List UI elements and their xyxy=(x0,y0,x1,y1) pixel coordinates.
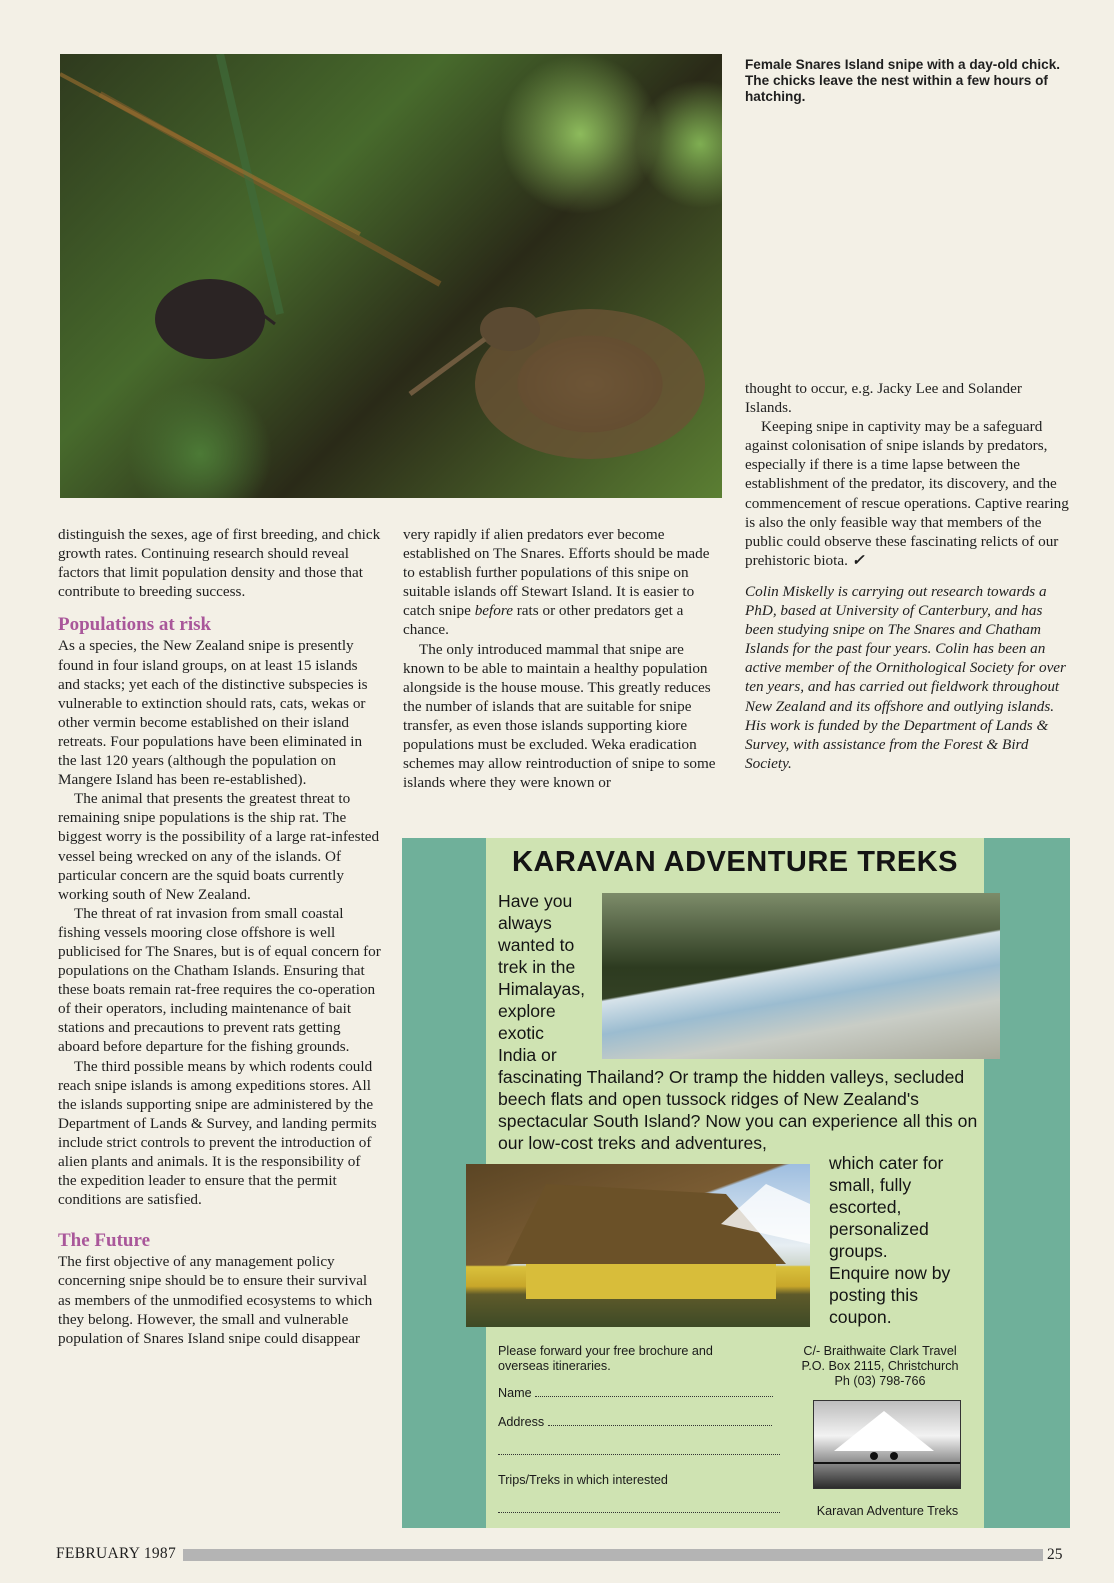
hut-photo xyxy=(466,1164,810,1327)
page-number: 25 xyxy=(1047,1546,1063,1563)
text-run: Keeping snipe in captivity may be a safeguard against colonisation of snipe islands by predators, especially if there is a time lapse between the establishment of the predator, its discovery, and the commencement of rescue operations. Captive rearing is also the only feasible way that members of the public could observe these fascinating relicts of our prehistoric biota. xyxy=(745,418,1069,569)
address-field-2[interactable] xyxy=(498,1444,788,1459)
italic-text: before xyxy=(474,602,513,620)
trips-label: Trips/Treks in which interested xyxy=(498,1473,668,1487)
trips-field[interactable] xyxy=(498,1502,788,1517)
paragraph: thought to occur, e.g. Jacky Lee and Solander Islands. xyxy=(745,380,1022,417)
river-photo xyxy=(602,893,1000,1059)
ad-line: personalized xyxy=(829,1219,929,1239)
ad-line: Enquire now by xyxy=(829,1263,951,1283)
address-field[interactable] xyxy=(498,1415,788,1430)
paragraph: The threat of rat invasion from small coastal fishing vessels mooring close offshore is well publicised for The Snares, but is of equal concern for populations on the Chatham Islands. Ensuring that these boats remain rat-free requires the co-operation of their operators, including maintenance of bait stations and precautions to prevent rats getting aboard before departure for the fishing grounds. xyxy=(58,904,381,1056)
ad-line: Himalayas, xyxy=(498,979,586,999)
ad-line: India or xyxy=(498,1045,557,1065)
coupon-form xyxy=(498,1386,788,1517)
author-bio: Colin Miskelly is carrying out research towards a PhD, based at University of Canterbury, and has been studying snipe on The Snares and Chatham Islands for the past four years. Colin has been an active member of the Ornithological Society for over ten years, and has carried out fieldwork throughout New Zealand and its offshore and outlying islands. His work is funded by the Department of Lands & Survey, with assistance from the Forest & Bird Society. xyxy=(745,582,1066,772)
paragraph xyxy=(403,525,723,640)
article-column-1 xyxy=(58,525,381,1348)
paragraph: As a species, the New Zealand snipe is presently found in four island groups, on at least 15 islands and stacks; yet each of the distinctive subspecies is vulnerable to extinction should rats, cats, wekas or other vermin become established on their island retreats. Four populations have been eliminated in the last 120 years (although the population on Mangere Island has been re-established). xyxy=(58,637,368,789)
ad-line: escorted, xyxy=(829,1197,902,1217)
paragraph: The third possible means by which rodents could reach snipe islands is among expeditions stores. All the islands supporting snipe are administered by the Department of Lands & Survey, and landing permits include strict controls to prevent the introduction of alien plants and animals. It is the responsibility of the expedition leader to ensure that the permit conditions are satisfied. xyxy=(58,1057,377,1209)
ad-line: small, fully xyxy=(829,1175,912,1195)
snipe-photo xyxy=(60,54,722,498)
photo3-caption: Karavan Adventure Treks xyxy=(816,1504,959,1518)
mountain-bridge-photo xyxy=(813,1400,961,1489)
end-mark-icon: ✓ xyxy=(851,551,865,569)
address-line: P.O. Box 2115, Christchurch xyxy=(801,1359,959,1373)
hut-illustration xyxy=(466,1164,810,1327)
address-input-line[interactable] xyxy=(548,1425,772,1426)
address-line: C/- Braithwaite Clark Travel xyxy=(803,1344,957,1358)
article-column-3 xyxy=(745,379,1070,773)
footer-rule xyxy=(183,1549,1043,1561)
ad-text-middle: fascinating Thailand? Or tramp the hidden valleys, secluded beech flats and open tussock ridges of New Zealand's spectacular South Island? Now you can experience all this on our low-cost treks and adventures, xyxy=(498,1067,978,1153)
ad-line: posting this xyxy=(829,1285,918,1305)
ad-title: KARAVAN ADVENTURE TREKS xyxy=(512,846,958,878)
ad-text-right xyxy=(829,1152,979,1328)
name-field[interactable] xyxy=(498,1386,788,1401)
ad-line: always xyxy=(498,913,552,933)
ad-text-top xyxy=(498,890,598,1066)
snipe-illustration xyxy=(60,54,722,498)
issue-date: FEBRUARY 1987 xyxy=(56,1545,177,1562)
paragraph xyxy=(745,417,1070,570)
ad-line: exotic xyxy=(498,1023,544,1043)
ad-line: which cater for xyxy=(829,1153,944,1173)
address-input-line-2[interactable] xyxy=(498,1454,780,1455)
article-column-2 xyxy=(403,525,723,792)
name-input-line[interactable] xyxy=(535,1396,773,1397)
ad-line: Have you xyxy=(498,891,573,911)
paragraph: The only introduced mammal that snipe are known to be able to maintain a healthy population alongside is the house mouse. This greatly reduces the number of islands that are suitable for snipe transfer, as even those islands supporting kiore populations must be excluded. Weka eradication schemes may allow reintroduction of snipe to some islands where they were known or xyxy=(403,640,716,792)
section-heading-populations-at-risk: Populations at risk xyxy=(58,614,212,636)
address-line: Ph (03) 798-766 xyxy=(834,1374,926,1388)
ad-line: explore xyxy=(498,1001,556,1021)
address-label: Address xyxy=(498,1415,545,1429)
photo-caption: Female Snares Island snipe with a day-old chick. The chicks leave the nest within a few hours of hatching. xyxy=(745,57,1061,104)
section-heading-the-future: The Future xyxy=(58,1230,151,1252)
ad-line: wanted to xyxy=(498,935,575,955)
ad-line: coupon. xyxy=(829,1307,892,1327)
trips-input-line[interactable] xyxy=(498,1512,780,1513)
text-run: rats or other predators get a chance. xyxy=(403,602,684,639)
coupon-intro: Please forward your free brochure and overseas itineraries. xyxy=(498,1344,713,1373)
ad-line: trek in the xyxy=(498,957,576,977)
mountain-illustration xyxy=(814,1401,960,1488)
paragraph: distinguish the sexes, age of first breeding, and chick growth rates. Continuing research should reveal factors that limit population density and those that contribute to breeding success. xyxy=(58,526,381,601)
ad-line: groups. xyxy=(829,1241,888,1261)
paragraph: The first objective of any management policy concerning snipe should be to ensure their survival as members of the unmodified ecosystems to which they belong. However, the small and vulnerable population of Snares Island snipe could disappear xyxy=(58,1253,373,1347)
coupon-address xyxy=(795,1344,965,1389)
text-run: very rapidly if alien predators ever become established on The Snares. Efforts should be made to establish further populations of this snipe on suitable islands off Stewart Island. It is easier to catch snipe xyxy=(403,526,710,620)
paragraph: The animal that presents the greatest threat to remaining snipe populations is the ship rat. The biggest worry is the possibility of a large rat-infested vessel being wrecked on any of the islands. Of particular concern are the squid boats currently working south of New Zealand. xyxy=(58,790,380,903)
name-label: Name xyxy=(498,1386,532,1400)
